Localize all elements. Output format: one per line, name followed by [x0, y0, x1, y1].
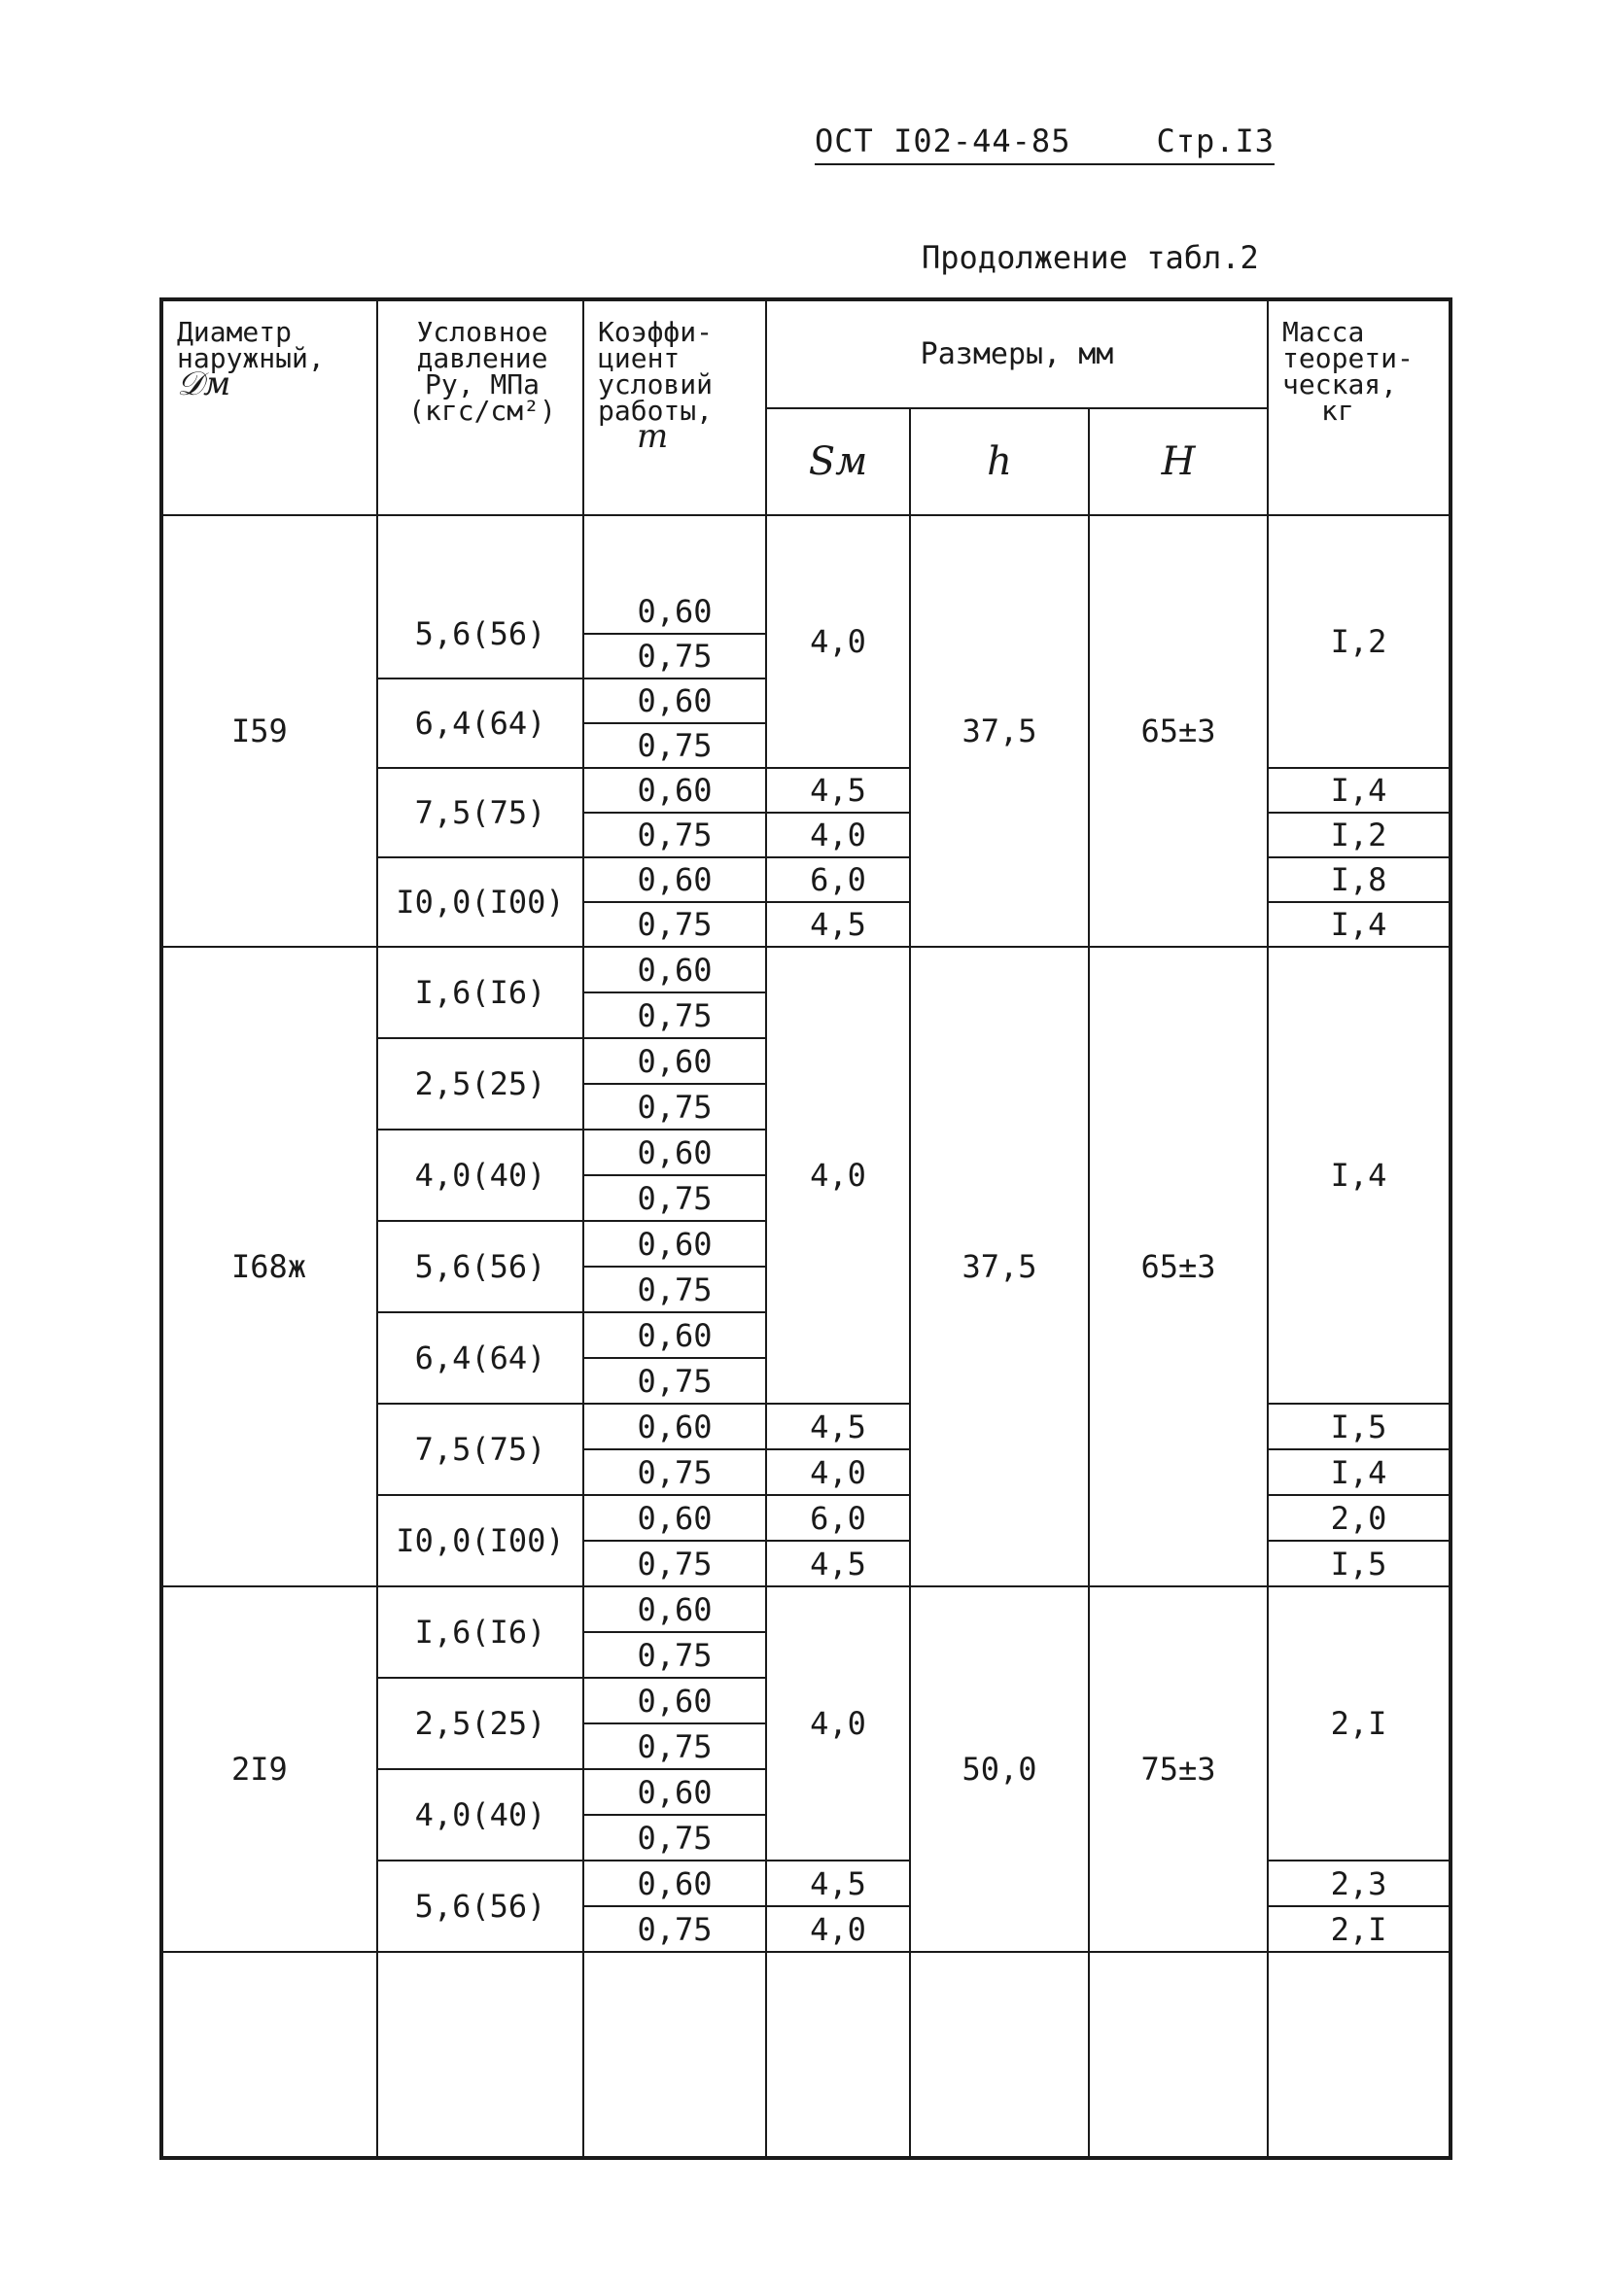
coef-cell: 0,75 [583, 723, 766, 768]
spacer-row [161, 515, 1451, 589]
h-cell: 50,0 [910, 1586, 1089, 1952]
pressure-cell: 6,4(64) [377, 678, 583, 768]
mass-cell: 2,3 [1268, 1861, 1451, 1906]
header-pressure: Условное давление Pу, МПа (кгс/см²) [377, 299, 583, 515]
coef-cell: 0,75 [583, 1175, 766, 1221]
pressure-cell: 4,0(40) [377, 1769, 583, 1861]
coef-cell: 0,60 [583, 768, 766, 813]
header-work-coefficient: Коэффи- циент условий работы, m [583, 299, 766, 515]
coef-cell: 0,75 [583, 1632, 766, 1678]
H-cell: 65±3 [1089, 947, 1268, 1586]
coef-cell: 0,75 [583, 992, 766, 1038]
pressure-cell: 4,0(40) [377, 1130, 583, 1221]
coef-cell: 0,60 [583, 1312, 766, 1358]
s-cell: 4,0 [766, 947, 910, 1404]
s-cell: 4,0 [766, 813, 910, 857]
pressure-cell: I,6(I6) [377, 1586, 583, 1678]
pressure-cell: 6,4(64) [377, 1312, 583, 1404]
table-row [161, 947, 1451, 992]
s-cell: 4,0 [766, 1906, 910, 1952]
coef-cell: 0,75 [583, 813, 766, 857]
s-cell: 4,5 [766, 902, 910, 947]
h-cell: 37,5 [910, 515, 1089, 947]
mass-cell: I,5 [1268, 1541, 1451, 1586]
coef-cell: 0,75 [583, 1449, 766, 1495]
s-cell: 4,5 [766, 1541, 910, 1586]
blank-row [161, 1952, 1451, 2158]
s-cell: 4,5 [766, 1404, 910, 1449]
coef-cell: 0,75 [583, 1815, 766, 1861]
diameter-cell: I68ж [161, 947, 377, 1586]
diameter-cell: 2I9 [161, 1586, 377, 1952]
coef-cell: 0,75 [583, 902, 766, 947]
header-mass: Масса теорети- ческая, кг [1268, 299, 1451, 515]
pressure-cell: I0,0(I00) [377, 857, 583, 947]
pressure-cell: 5,6(56) [377, 589, 583, 678]
pressure-cell: 5,6(56) [377, 1221, 583, 1312]
pressure-cell: I0,0(I00) [377, 1495, 583, 1586]
page-header [815, 122, 1275, 159]
mass-cell: I,2 [1268, 813, 1451, 857]
page-number: Стр.I3 [1156, 122, 1276, 159]
coef-cell: 0,75 [583, 1723, 766, 1769]
pressure-cell: 5,6(56) [377, 1861, 583, 1952]
coef-cell: 0,60 [583, 1130, 766, 1175]
coef-cell: 0,60 [583, 1586, 766, 1632]
coef-cell: 0,75 [583, 1906, 766, 1952]
header-H: H [1089, 408, 1268, 515]
table-row [161, 1586, 1451, 1632]
header-underline [815, 163, 1275, 165]
mass-cell: I,4 [1268, 768, 1451, 813]
coef-cell: 0,75 [583, 1084, 766, 1130]
s-cell: 4,0 [766, 515, 910, 768]
document-code: ОСТ I02-44-85 [815, 122, 1071, 159]
coef-cell: 0,60 [583, 1769, 766, 1815]
s-cell: 4,5 [766, 768, 910, 813]
mass-cell: 2,I [1268, 1906, 1451, 1952]
coef-cell: 0,75 [583, 634, 766, 678]
s-cell: 4,5 [766, 1861, 910, 1906]
h-cell: 37,5 [910, 947, 1089, 1586]
header-diameter: Диаметр наружный, 𝒟м [161, 299, 377, 515]
coef-cell: 0,60 [583, 1404, 766, 1449]
mass-cell: I,2 [1268, 515, 1451, 768]
coef-cell: 0,75 [583, 1358, 766, 1404]
coef-cell: 0,60 [583, 1678, 766, 1723]
coef-cell: 0,60 [583, 589, 766, 634]
H-cell: 75±3 [1089, 1586, 1268, 1952]
table-continuation-label: Продолжение табл.2 [922, 239, 1259, 276]
header-s: Sм [766, 408, 910, 515]
mass-cell: I,4 [1268, 902, 1451, 947]
s-cell: 6,0 [766, 1495, 910, 1541]
coef-cell: 0,75 [583, 1267, 766, 1312]
mass-cell: I,8 [1268, 857, 1451, 902]
coef-cell: 0,60 [583, 1221, 766, 1267]
header-sizes: Размеры, мм [766, 299, 1268, 408]
header-h: h [910, 408, 1089, 515]
mass-cell: I,4 [1268, 947, 1451, 1404]
pressure-cell: I,6(I6) [377, 947, 583, 1038]
pressure-cell: 7,5(75) [377, 1404, 583, 1495]
mass-cell: 2,0 [1268, 1495, 1451, 1541]
H-cell: 65±3 [1089, 515, 1268, 947]
diameter-cell: I59 [161, 515, 377, 947]
pressure-cell: 2,5(25) [377, 1678, 583, 1769]
s-cell: 6,0 [766, 857, 910, 902]
mass-cell: I,5 [1268, 1404, 1451, 1449]
specification-table [159, 297, 1452, 2160]
pressure-cell: 7,5(75) [377, 768, 583, 857]
coef-cell: 0,75 [583, 1541, 766, 1586]
coef-cell: 0,60 [583, 1495, 766, 1541]
coef-cell: 0,60 [583, 947, 766, 992]
mass-cell: I,4 [1268, 1449, 1451, 1495]
coef-cell: 0,60 [583, 857, 766, 902]
coef-cell: 0,60 [583, 678, 766, 723]
s-cell: 4,0 [766, 1586, 910, 1861]
coef-cell: 0,60 [583, 1861, 766, 1906]
s-cell: 4,0 [766, 1449, 910, 1495]
coef-cell: 0,60 [583, 1038, 766, 1084]
pressure-cell: 2,5(25) [377, 1038, 583, 1130]
mass-cell: 2,I [1268, 1586, 1451, 1861]
